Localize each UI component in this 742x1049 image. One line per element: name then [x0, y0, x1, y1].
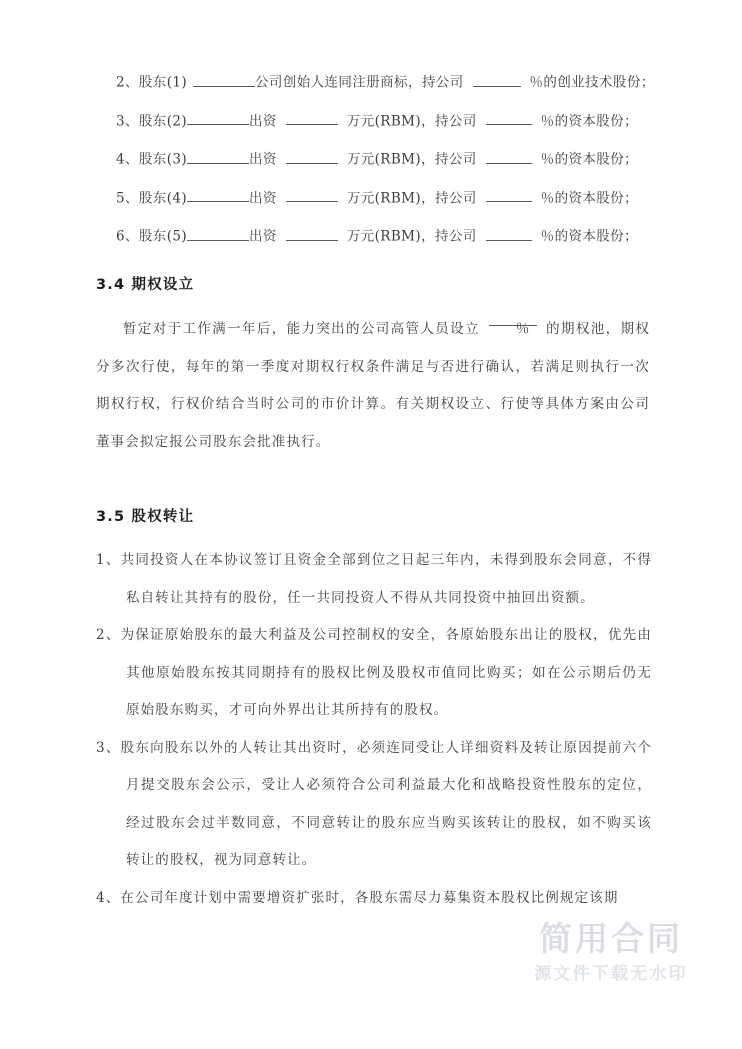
list-index: 4、 — [116, 151, 139, 168]
blank-field-amount[interactable] — [286, 111, 338, 126]
section-heading-3-4: 3.4 期权设立 — [96, 277, 195, 293]
blank-field-percent[interactable] — [486, 111, 532, 126]
shareholder-text-a: 公司创始人连同注册商标，持公司 — [255, 74, 464, 91]
shareholder-text-a: 出资 — [249, 113, 277, 129]
blank-field-name[interactable] — [187, 149, 249, 164]
blank-field-name[interactable] — [193, 72, 255, 87]
list-index: 6、 — [116, 228, 139, 245]
shareholder-text-b: ％的创业技术股份； — [529, 74, 655, 91]
document-content — [96, 72, 655, 917]
section-heading-3-5: 3.5 股权转让 — [96, 509, 195, 525]
paragraph-text-part2: 的期权池，期权分多次行使，每年的第一季度对期权行权条件满足与否进行确认，若满足则执行一次期权行权，行权价结合当时公司的市价计算。有关期权设立、行使等具体方案由公司董事会拟定报公司股东会批准执行。 — [96, 321, 650, 450]
blank-field-name[interactable] — [187, 226, 249, 241]
shareholder-text-c: ％的资本股份； — [540, 228, 638, 245]
shareholder-line-3 — [96, 111, 652, 129]
clause-item-4: 4、在公司年度计划中需要增资扩张时，各股东需尽力募集资本股权比例规定该期 — [96, 889, 619, 906]
watermark — [506, 919, 716, 984]
shareholder-label: 股东(5) — [138, 228, 188, 245]
blank-field-name[interactable] — [187, 111, 249, 126]
percent-symbol: ％ — [515, 321, 531, 337]
shareholder-label: 股东(2) — [138, 113, 188, 129]
shareholder-text-a: 出资 — [249, 228, 277, 245]
shareholder-line-2 — [96, 72, 655, 91]
list-index: 2、 — [116, 74, 139, 91]
shareholder-label: 股东(1) — [138, 74, 188, 91]
blank-field-name[interactable] — [187, 188, 249, 203]
shareholder-line-4 — [96, 149, 652, 167]
watermark-title: 简用合同 — [539, 919, 683, 958]
section-3-5-clause-list — [96, 542, 652, 917]
shareholder-label: 股东(4) — [138, 190, 188, 206]
shareholder-text-b: 万元(RBM)，持公司 — [346, 113, 477, 129]
blank-field-amount[interactable] — [286, 188, 338, 203]
shareholder-text-a: 出资 — [249, 190, 277, 206]
shareholder-text-b: 万元(RBM)，持公司 — [346, 151, 477, 168]
blank-field-amount[interactable] — [286, 226, 338, 241]
blank-field-percent[interactable] — [486, 149, 532, 164]
shareholder-line-5 — [96, 188, 652, 206]
watermark-subtitle: 源文件下载无水印 — [534, 964, 688, 984]
shareholder-text-b: 万元(RBM)，持公司 — [346, 228, 477, 245]
clause-item-2: 2、为保证原始股东的最大利益及公司控制权的安全，各原始股东出让的股权，优先由其他原始股东按其同期持有的股权比例及股权市值同比购买；如在公示期后仍无原始股东购买，才可向外界出让其所持有的股权。 — [96, 627, 652, 718]
blank-field-amount[interactable] — [286, 149, 338, 164]
clause-item-1: 1、共同投资人在本协议签订且资金全部到位之日起三年内，未得到股东会同意，不得私自转让其持有的股份，任一共同投资人不得从共同投资中抽回出资额。 — [96, 552, 652, 606]
blank-field-percent[interactable] — [473, 72, 521, 87]
shareholder-fill-list — [96, 72, 655, 245]
list-index: 3、 — [116, 113, 139, 129]
shareholder-text-c: ％的资本股份； — [540, 151, 638, 168]
blank-field-percent[interactable] — [486, 188, 532, 203]
clause-item-3: 3、股东向股东以外的人转让其出资时，必须连同受让人详细资料及转让原因提前六个月提交股东会公示，受让人必须符合公司利益最大化和战略投资性股东的定位，经过股东会过半数同意，不同意转让的股东应当购买该转让的股权，如不购买该转让的股权，视为同意转让。 — [96, 739, 652, 868]
shareholder-label: 股东(3) — [138, 151, 188, 168]
shareholder-text-c: ％的资本股份； — [540, 113, 638, 129]
blank-field-percent[interactable] — [486, 226, 532, 241]
shareholder-text-c: ％的资本股份； — [540, 190, 638, 206]
paragraph-text-part1: 暂定对于工作满一年后，能力突出的公司高管人员设立 — [123, 321, 480, 337]
shareholder-text-b: 万元(RBM)，持公司 — [346, 190, 477, 206]
section-3-4-paragraph — [96, 311, 652, 461]
shareholder-text-a: 出资 — [249, 151, 277, 168]
blank-field-option-percent[interactable] — [489, 311, 537, 337]
list-index: 5、 — [116, 190, 139, 206]
shareholder-line-6 — [96, 226, 652, 244]
